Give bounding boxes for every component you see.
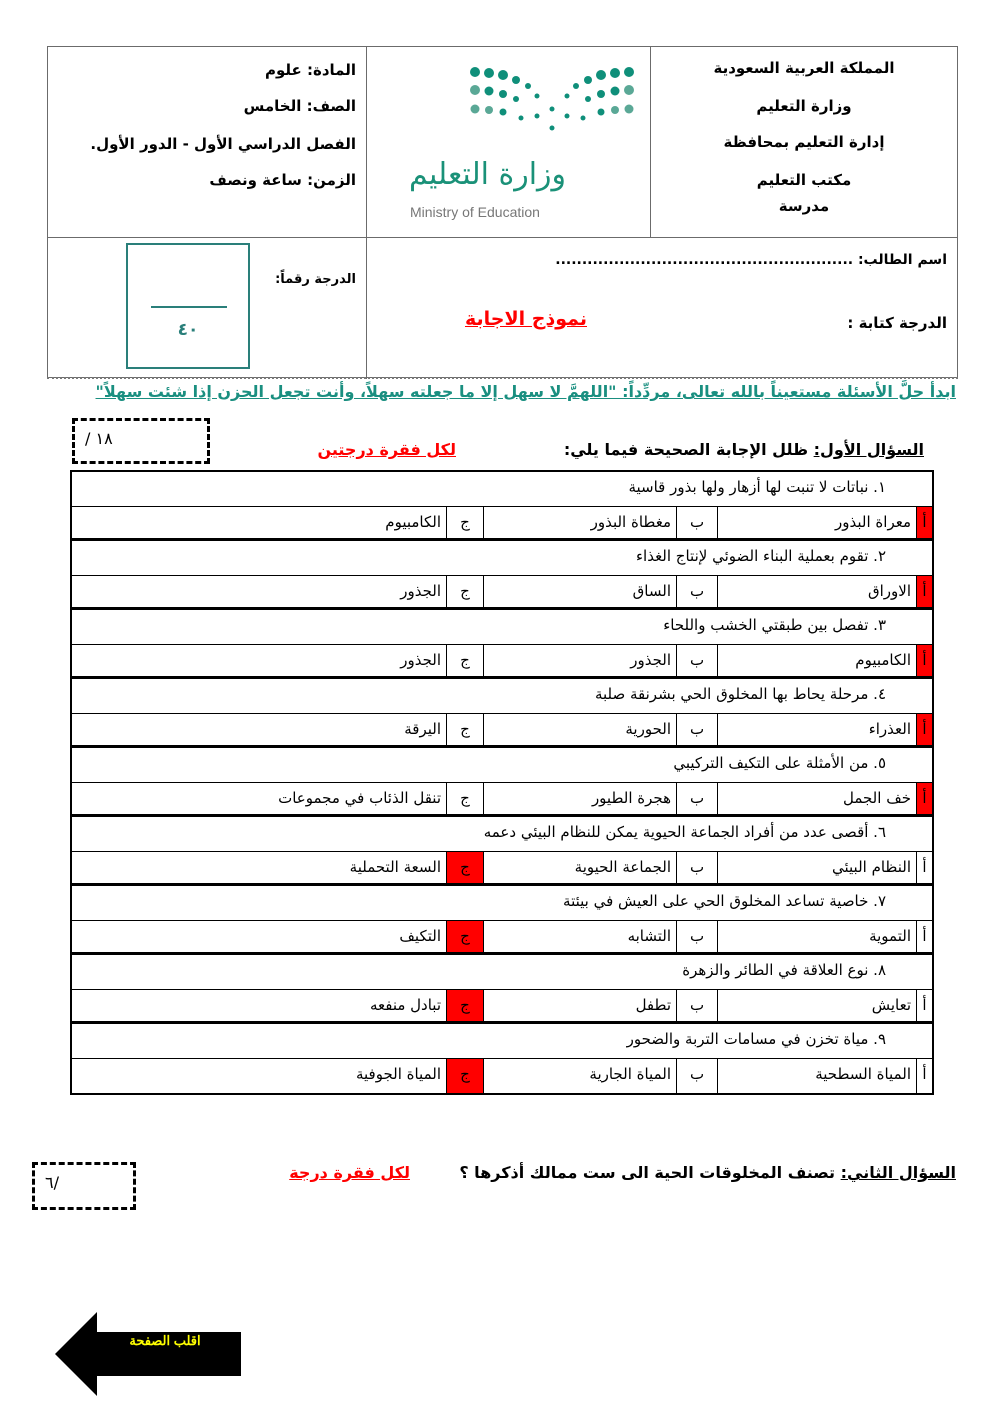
question2-text: تصنف المخلوقات الحية الى ست ممالك أذكرها ؟: [459, 1163, 841, 1182]
grade-digits-label: الدرجة رقماً:: [275, 272, 356, 287]
option-letter-2[interactable]: ج: [446, 507, 483, 539]
question1-points-note: لكل فقرة درجتين: [317, 440, 456, 459]
option-cell[interactable]: [717, 921, 916, 953]
option-cell[interactable]: [483, 990, 676, 1022]
option-cell[interactable]: [68, 714, 446, 746]
option-letter-2[interactable]: ج: [446, 783, 483, 815]
option-text: تنقل الذئاب في مجموعات: [278, 788, 441, 807]
option-cell[interactable]: [717, 990, 916, 1022]
option-letter-1[interactable]: ب: [676, 1059, 717, 1094]
question2-title: [459, 1163, 956, 1182]
question-stem: ٦. أقصى عدد من أفراد الجماعة الحيوية يمكن للنظام البيئي دعمه: [483, 823, 886, 841]
option-cell[interactable]: [68, 852, 446, 884]
options-row: [72, 507, 932, 542]
turn-page-label[interactable]: اقلب الصفحة: [129, 1333, 201, 1348]
options-row: [72, 783, 932, 818]
option-cell[interactable]: [717, 852, 916, 884]
student-info-cell: [366, 238, 957, 379]
exam-info-block: [48, 47, 366, 237]
option-text: المياة الجارية: [589, 1064, 671, 1083]
grade-label: الصف: الخامس: [243, 97, 356, 115]
option-text: السعة التحملية: [349, 857, 441, 876]
option-letter-1[interactable]: ب: [676, 507, 717, 539]
question1-title: [564, 440, 924, 459]
option-text: الحورية: [625, 719, 671, 738]
question-stem: ٧. خاصية تساعد المخلوق الحي على العيش في بيئتة: [563, 892, 886, 910]
dotted-divider: [47, 377, 958, 379]
option-text: اليرقة: [404, 719, 441, 738]
option-letter-0-selected[interactable]: أ: [916, 576, 932, 608]
option-letter-1[interactable]: ب: [676, 921, 717, 953]
question2-points-note: لكل فقرة درجة: [289, 1163, 410, 1182]
grade-writing-label: الدرجة كتابة :: [847, 314, 947, 332]
option-letter-1[interactable]: ب: [676, 783, 717, 815]
option-text: التكيف: [399, 926, 441, 945]
question-stem: ٣. تفصل بين طبقتي الخشب واللحاء: [663, 616, 886, 634]
logo-dots-icon: [467, 64, 637, 134]
option-cell[interactable]: [483, 921, 676, 953]
option-cell[interactable]: [717, 645, 916, 677]
option-letter-0-selected[interactable]: أ: [916, 645, 932, 677]
option-cell[interactable]: [717, 783, 916, 815]
option-cell[interactable]: [68, 576, 446, 608]
option-letter-2-selected[interactable]: ج: [446, 1059, 483, 1094]
option-text: المياة السطحية: [815, 1064, 911, 1083]
option-letter-2[interactable]: ج: [446, 714, 483, 746]
option-text: تطفل: [635, 995, 671, 1014]
duration-label: الزمن: ساعة ونصف: [209, 171, 356, 189]
question-stem: ٥. من الأمثلة على التكيف التركيبي: [673, 754, 886, 772]
question-stem-row: [72, 541, 932, 576]
option-cell[interactable]: [483, 714, 676, 746]
option-letter-0-selected[interactable]: أ: [916, 507, 932, 539]
option-cell[interactable]: [483, 507, 676, 539]
options-row: [72, 1059, 932, 1094]
question-stem-row: [72, 817, 932, 852]
option-letter-2-selected[interactable]: ج: [446, 990, 483, 1022]
term-label: الفصل الدراسي الأول - الدور الأول.: [90, 135, 356, 153]
option-letter-2-selected[interactable]: ج: [446, 921, 483, 953]
option-cell[interactable]: [483, 576, 676, 608]
option-cell[interactable]: [483, 852, 676, 884]
question-stem: ٨. نوع العلاقة في الطائر والزهرة: [682, 961, 886, 979]
option-text: التموية: [869, 926, 911, 945]
question-stem-row: [72, 679, 932, 714]
options-row: [72, 576, 932, 611]
option-text: العذراء: [868, 719, 911, 738]
option-cell[interactable]: [68, 645, 446, 677]
option-cell[interactable]: [483, 645, 676, 677]
option-letter-2[interactable]: ج: [446, 645, 483, 677]
total-score: ٤٠: [177, 320, 199, 340]
exam-header: [47, 46, 958, 378]
option-text: الجذور: [400, 581, 441, 600]
subject-label: المادة: علوم: [264, 61, 356, 79]
option-letter-2[interactable]: ج: [446, 576, 483, 608]
option-cell[interactable]: [717, 576, 916, 608]
logo-english-text: Ministry of Education: [410, 204, 540, 220]
option-letter-2-selected[interactable]: ج: [446, 852, 483, 884]
option-text: الجذور: [630, 650, 671, 669]
option-text: الجماعة الحيوية: [574, 857, 671, 876]
options-row: [72, 852, 932, 887]
student-row: [48, 237, 957, 379]
option-cell[interactable]: [68, 783, 446, 815]
logo-arabic-text: وزارة التعليم: [409, 157, 567, 192]
option-cell[interactable]: [68, 990, 446, 1022]
option-text: مغطاة البذور: [590, 512, 671, 531]
option-text: المياة الجوفية: [355, 1064, 441, 1083]
option-letter-1[interactable]: ب: [676, 852, 717, 884]
option-cell[interactable]: [717, 1059, 916, 1094]
option-text: الجذور: [400, 650, 441, 669]
question-stem-row: [72, 955, 932, 990]
option-cell[interactable]: [68, 1059, 446, 1094]
answer-model-title: نموذج الاجابة: [465, 308, 587, 330]
total-score-box: [126, 243, 250, 369]
option-text: الكامبيوم: [385, 512, 441, 531]
option-letter-0[interactable]: أ: [916, 990, 932, 1022]
kingdom-name: المملكة العربية السعودية: [713, 59, 895, 77]
option-letter-0[interactable]: أ: [916, 921, 932, 953]
motto-text: ابدأ حلَّ الأسئلة مستعيناً بالله تعالى، مردِّداً: "اللهمَّ لا سهل إلا ما جعلته سهلاً، وأنت تجعل الحزن إذا شئت سهلاً": [95, 382, 956, 401]
option-text: الساق: [632, 581, 671, 600]
question1-score-box: / ١٨: [72, 418, 210, 464]
option-text: الاوراق: [867, 581, 911, 600]
option-text: النظام البيئي: [831, 857, 911, 876]
option-letter-0[interactable]: أ: [916, 1059, 932, 1094]
question-stem: ١. نباتات لا تنبت لها أزهار ولها بذور قاسية: [628, 478, 886, 496]
option-text: الكامبيوم: [855, 650, 911, 669]
option-letter-0[interactable]: أ: [916, 852, 932, 884]
grade-digits-cell: [48, 238, 366, 379]
option-letter-1[interactable]: ب: [676, 990, 717, 1022]
options-row: [72, 714, 932, 749]
directorate-name: إدارة التعليم بمحافظة: [723, 133, 885, 151]
option-text: تعايش: [871, 995, 911, 1014]
question-stem-row: [72, 610, 932, 645]
question-stem-row: [72, 1024, 932, 1059]
option-cell[interactable]: [717, 507, 916, 539]
option-cell[interactable]: [68, 921, 446, 953]
option-cell[interactable]: [717, 714, 916, 746]
question1-instruction: ظلل الإجابة الصحيحة فيما يلي:: [563, 440, 814, 459]
question-stem: ٤. مرحلة يحاط بها المخلوق الحي بشرنقة صلبة: [594, 685, 886, 703]
options-row: [72, 990, 932, 1025]
option-letter-0-selected[interactable]: أ: [916, 783, 932, 815]
options-row: [72, 645, 932, 680]
option-text: تبادل منفعه: [369, 995, 441, 1014]
ministry-name: وزارة التعليم: [756, 97, 852, 115]
question2-label: السؤال الثاني:: [840, 1163, 956, 1182]
option-text: خف الجمل: [842, 788, 911, 807]
option-letter-0-selected[interactable]: أ: [916, 714, 932, 746]
option-letter-1[interactable]: ب: [676, 576, 717, 608]
score-fraction-line: [151, 306, 227, 308]
org-block: [650, 47, 957, 237]
options-row: [72, 921, 932, 956]
left-arrow-icon[interactable]: [55, 1312, 241, 1396]
question-stem: ٢. تقوم بعملية البناء الضوئي لإنتاج الغذاء: [635, 547, 886, 565]
question-stem-row: [72, 886, 932, 921]
logo-block: [366, 47, 650, 237]
ministry-logo: [387, 62, 637, 232]
option-text: معراة البذور: [835, 512, 911, 531]
option-cell[interactable]: [68, 507, 446, 539]
option-cell[interactable]: [483, 783, 676, 815]
question-stem: ٩. مياة تخزن في مسامات التربة والضحور: [626, 1030, 886, 1048]
office-name: مكتب التعليم: [756, 171, 852, 189]
question1-label: السؤال الأول:: [813, 440, 924, 459]
student-name-field[interactable]: اسم الطالب: ........................................................: [555, 252, 947, 268]
question-stem-row: [72, 472, 932, 507]
option-letter-1[interactable]: ب: [676, 645, 717, 677]
school-name: مدرسة: [778, 197, 830, 215]
option-text: التشابه: [627, 926, 671, 945]
option-letter-1[interactable]: ب: [676, 714, 717, 746]
option-text: هجرة الطيور: [591, 788, 671, 807]
option-cell[interactable]: [483, 1059, 676, 1094]
question-stem-row: [72, 748, 932, 783]
question2-score-box: ٦/: [32, 1162, 136, 1210]
mcq-table: [70, 470, 934, 1095]
